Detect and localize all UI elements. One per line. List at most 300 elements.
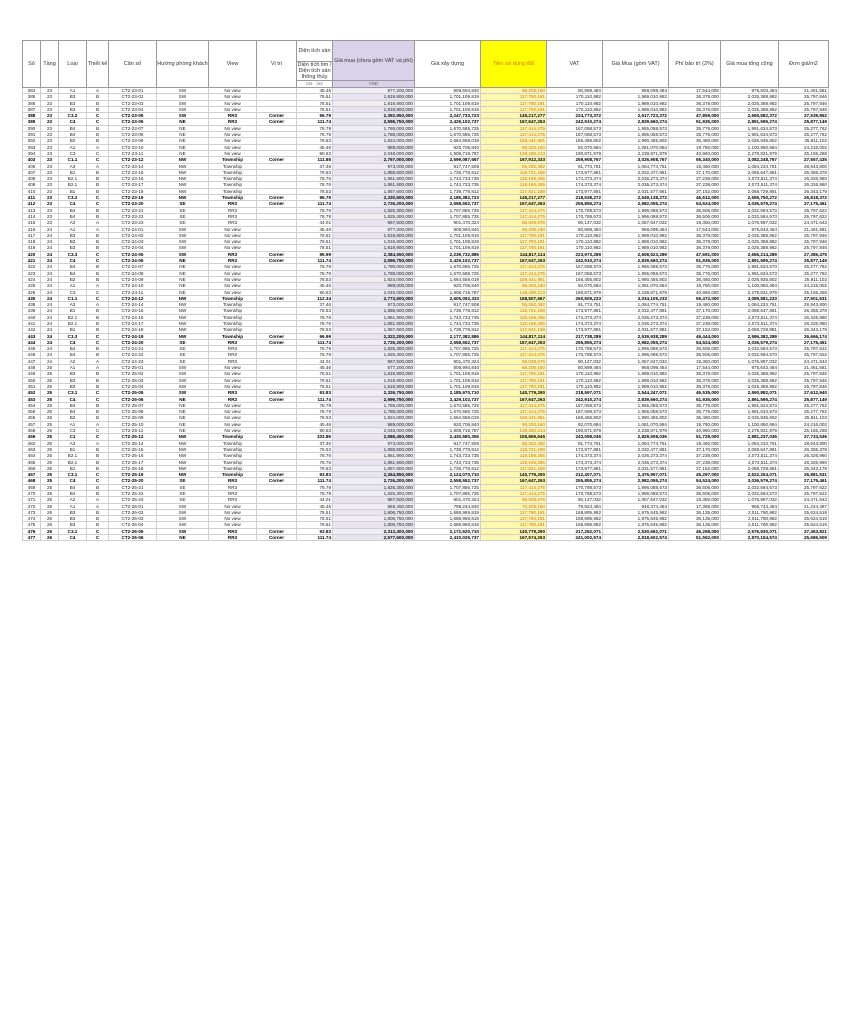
cell-dongia: 27,386,475 <box>779 251 829 257</box>
cell-tongcong: 2,032,594,573 <box>721 484 779 490</box>
cell-giaxaydung: 2,429,102,737 <box>415 396 481 402</box>
cell-so: 419 <box>23 245 41 251</box>
cell-huong: NE <box>157 150 209 156</box>
cell-thietke: A <box>87 220 109 226</box>
cell-huong: NE <box>157 409 209 415</box>
cell-vat: 168,895,982 <box>547 516 603 522</box>
cell-tongcong: 2,026,935,802 <box>721 276 779 282</box>
cell-dongia: 27,557,435 <box>779 157 829 163</box>
cell-view: No view <box>209 283 257 289</box>
cell-canso: CT2-25-23 <box>109 497 157 503</box>
cell-giaxaydung: 1,664,558,019 <box>415 415 481 421</box>
cell-so: 447 <box>23 358 41 364</box>
cell-giamua-vat: 2,818,602,574 <box>603 535 669 541</box>
cell-tang: 25 <box>41 421 59 427</box>
cell-thietke: A <box>87 421 109 427</box>
cell-vitri: Corner <box>257 472 297 478</box>
cell-giamua-vat: 2,036,273,374 <box>603 320 669 326</box>
cell-dongia: 25,797,846 <box>779 371 829 377</box>
cell-dongia: 25,797,622 <box>779 207 829 213</box>
cell-canso: CT2-23-19 <box>109 195 157 201</box>
cell-giamua: 1,806,750,000 <box>333 509 415 515</box>
cell-vat: 190,871,979 <box>547 150 603 156</box>
cell-dientich: 96.79 <box>297 113 333 119</box>
cell-thietke: B <box>87 352 109 358</box>
cell-loai: C3.3 <box>59 251 87 257</box>
cell-canso: CT2-23-03 <box>109 100 157 106</box>
cell-loai: C4 <box>59 478 87 484</box>
cell-view: No view <box>209 239 257 245</box>
cell-giamua-vat: 958,059,484 <box>603 88 669 94</box>
cell-view: RR3 <box>209 207 257 213</box>
cell-so: 454 <box>23 402 41 408</box>
cell-giaxaydung: 2,558,552,737 <box>415 201 481 207</box>
cell-phibaotri: 36,135,000 <box>669 509 721 515</box>
cell-view: Township <box>209 176 257 182</box>
cell-vitri: Corner <box>257 535 297 541</box>
cell-so: 389 <box>23 119 41 125</box>
cell-giaxaydung: 1,739,778,812 <box>415 327 481 333</box>
cell-giaxaydung: 1,701,109,819 <box>415 245 481 251</box>
col-header-tongcong: Giá mua tổng cộng <box>721 41 779 88</box>
cell-phibaotri: 55,340,000 <box>669 157 721 163</box>
cell-tongcong: 2,032,594,573 <box>721 207 779 213</box>
cell-canso: CT2-25-10 <box>109 421 157 427</box>
cell-view: No view <box>209 270 257 276</box>
cell-so: 390 <box>23 125 41 131</box>
cell-phibaotri: 36,506,000 <box>669 346 721 352</box>
cell-thietke: B <box>87 308 109 314</box>
cell-giamua-vat: 2,032,477,881 <box>603 169 669 175</box>
cell-tongcong: 2,279,831,979 <box>721 428 779 434</box>
cell-thietke: B <box>87 138 109 144</box>
cell-dongia: 26,343,179 <box>779 327 829 333</box>
cell-giamua-vat: 1,955,058,573 <box>603 132 669 138</box>
cell-giamua-vat: 1,057,647,032 <box>603 220 669 226</box>
col-header-canso: Căn số <box>109 41 157 88</box>
cell-canso: CT2-23-09 <box>109 138 157 144</box>
cell-vitri: Corner <box>257 251 297 257</box>
cell-tang: 23 <box>41 119 59 125</box>
cell-thietke: C <box>87 333 109 339</box>
cell-tiensudung: 159,441,981 <box>481 415 547 421</box>
cell-tongcong: 2,025,388,982 <box>721 377 779 383</box>
cell-loai: B4 <box>59 402 87 408</box>
cell-giamua: 1,858,500,000 <box>333 308 415 314</box>
cell-loai: B1 <box>59 327 87 333</box>
cell-giamua: 1,861,900,000 <box>333 314 415 320</box>
cell-tiensudung: 117,790,181 <box>481 100 547 106</box>
cell-tiensudung: 140,779,290 <box>481 390 547 396</box>
cell-dientich: 78.79 <box>297 409 333 415</box>
price-table-sheet <box>22 40 828 541</box>
cell-loai: B4 <box>59 125 87 131</box>
cell-giamua: 2,048,000,000 <box>333 150 415 156</box>
cell-so: 448 <box>23 365 41 371</box>
cell-huong: SW <box>157 522 209 528</box>
cell-giamua-vat: 1,996,088,573 <box>603 207 669 213</box>
cell-tang: 24 <box>41 283 59 289</box>
cell-tiensudung: 117,414,275 <box>481 264 547 270</box>
cell-tongcong: 1,084,234,751 <box>721 440 779 446</box>
cell-tang: 25 <box>41 440 59 446</box>
cell-huong: NE <box>157 415 209 421</box>
cell-loai: C3 <box>59 289 87 295</box>
cell-so: 421 <box>23 258 41 264</box>
cell-vat: 242,910,274 <box>547 119 603 125</box>
cell-dongia: 27,175,461 <box>779 201 829 207</box>
cell-tongcong: 1,100,850,684 <box>721 144 779 150</box>
cell-tongcong: 2,026,935,802 <box>721 138 779 144</box>
cell-phibaotri: 37,170,000 <box>669 169 721 175</box>
cell-tiensudung: 139,280,213 <box>481 289 547 295</box>
cell-phibaotri: 17,544,000 <box>669 226 721 232</box>
cell-so: 451 <box>23 383 41 389</box>
cell-canso: CT2-24-23 <box>109 358 157 364</box>
price-table-body <box>23 88 829 541</box>
cell-view: Township <box>209 333 257 339</box>
cell-giamua: 967,500,000 <box>333 358 415 364</box>
cell-tang: 24 <box>41 333 59 339</box>
cell-tongcong: 2,025,388,982 <box>721 232 779 238</box>
cell-view: Township <box>209 188 257 194</box>
cell-tongcong: 2,068,729,881 <box>721 465 779 471</box>
cell-giaxaydung: 920,706,840 <box>415 283 481 289</box>
cell-loai: B2 <box>59 138 87 144</box>
cell-dientich: 37.46 <box>297 163 333 169</box>
cell-huong: SW <box>157 94 209 100</box>
cell-tiensudung: 140,779,290 <box>481 472 547 478</box>
cell-dientich: 78.79 <box>297 270 333 276</box>
cell-dongia: 21,461,581 <box>779 88 829 94</box>
cell-loai: B1 <box>59 169 87 175</box>
cell-giamua: 2,264,850,000 <box>333 472 415 478</box>
cell-tongcong: 2,073,511,374 <box>721 314 779 320</box>
cell-dongia: 25,155,268 <box>779 150 829 156</box>
cell-so: 443 <box>23 333 41 339</box>
cell-giaxaydung: 1,670,585,725 <box>415 264 481 270</box>
cell-dongia: 27,463,821 <box>779 528 829 534</box>
cell-dientich: 45.46 <box>297 421 333 427</box>
cell-tiensudung: 117,821,188 <box>481 465 547 471</box>
cell-view: No view <box>209 402 257 408</box>
cell-giamua: 1,861,900,000 <box>333 182 415 188</box>
cell-huong: SW <box>157 528 209 534</box>
cell-giaxaydung: 1,908,719,787 <box>415 289 481 295</box>
cell-tang: 25 <box>41 409 59 415</box>
cell-vat: 218,597,071 <box>547 390 603 396</box>
cell-giamua-vat: 2,982,055,274 <box>603 478 669 484</box>
cell-dientich: 90.63 <box>297 150 333 156</box>
cell-huong: NW <box>157 157 209 163</box>
cell-tang: 23 <box>41 106 59 112</box>
cell-vat: 170,788,573 <box>547 484 603 490</box>
cell-dongia: 24,216,002 <box>779 144 829 150</box>
cell-giamua-vat: 1,955,058,573 <box>603 402 669 408</box>
cell-giamua-vat: 1,990,455,802 <box>603 276 669 282</box>
cell-giamua: 1,825,300,000 <box>333 352 415 358</box>
cell-vat: 170,110,982 <box>547 94 603 100</box>
cell-phibaotri: 55,472,000 <box>669 295 721 301</box>
cell-thietke: B <box>87 484 109 490</box>
cell-giamua-vat: 1,989,010,982 <box>603 245 669 251</box>
cell-giamua: 2,596,750,000 <box>333 119 415 125</box>
cell-huong: NE <box>157 258 209 264</box>
cell-tang: 23 <box>41 176 59 182</box>
cell-tongcong: 2,576,930,071 <box>721 528 779 534</box>
cell-vat: 174,373,374 <box>547 320 603 326</box>
cell-so: 385 <box>23 94 41 100</box>
cell-dongia: 25,877,149 <box>779 258 829 264</box>
cell-so: 416 <box>23 226 41 232</box>
cell-so: 476 <box>23 528 41 534</box>
cell-tongcong: 2,891,595,274 <box>721 258 779 264</box>
cell-giamua-vat: 1,064,774,751 <box>603 163 669 169</box>
cell-giamua-vat: 2,839,660,274 <box>603 258 669 264</box>
cell-view: No view <box>209 88 257 94</box>
cell-giaxaydung: 1,701,109,819 <box>415 383 481 389</box>
cell-dientich: 78.76 <box>297 453 333 459</box>
cell-dongia: 26,818,372 <box>779 195 829 201</box>
cell-view: Township <box>209 195 257 201</box>
cell-dientich: 111.74 <box>297 339 333 345</box>
cell-giamua: 1,861,900,000 <box>333 320 415 326</box>
cell-dongia: 27,539,852 <box>779 113 829 119</box>
cell-phibaotri: 51,935,000 <box>669 396 721 402</box>
col-header-dientich-san: Diện tích sàn <box>297 41 333 62</box>
cell-dongia: 24,471,643 <box>779 220 829 226</box>
cell-giaxaydung: 1,739,778,812 <box>415 308 481 314</box>
cell-so: 438 <box>23 302 41 308</box>
col-header-dientich-tim: Diện tích tim / Diện tích sàn thông thủy <box>297 62 332 80</box>
cell-giaxaydung: 1,908,719,787 <box>415 428 481 434</box>
cell-giaxaydung: 1,707,885,725 <box>415 491 481 497</box>
cell-so: 410 <box>23 188 41 194</box>
cell-phibaotri: 54,524,000 <box>669 339 721 345</box>
cell-huong: NW <box>157 302 209 308</box>
cell-dientich: 37.46 <box>297 302 333 308</box>
cell-tongcong: 2,891,595,274 <box>721 119 779 125</box>
cell-dientich: 78.51 <box>297 377 333 383</box>
cell-dientich: 103.89 <box>297 434 333 440</box>
cell-giamua-vat: 2,031,577,881 <box>603 327 669 333</box>
cell-thietke: C <box>87 396 109 402</box>
cell-loai: B4 <box>59 264 87 270</box>
cell-vat: 174,373,374 <box>547 459 603 465</box>
cell-so: 455 <box>23 409 41 415</box>
cell-vat: 91,774,751 <box>547 440 603 446</box>
cell-phibaotri: 37,238,000 <box>669 459 721 465</box>
cell-tongcong: 2,881,237,036 <box>721 434 779 440</box>
cell-loai: B2.1 <box>59 176 87 182</box>
cell-dongia: 25,277,762 <box>779 409 829 415</box>
cell-tang: 23 <box>41 195 59 201</box>
cell-giamua-vat: 958,099,484 <box>603 226 669 232</box>
cell-tang: 26 <box>41 528 59 534</box>
cell-tongcong: 2,026,935,802 <box>721 415 779 421</box>
cell-tongcong: 2,665,582,372 <box>721 113 779 119</box>
cell-loai: C4 <box>59 339 87 345</box>
cell-dientich: 78.53 <box>297 276 333 282</box>
cell-thietke: A <box>87 163 109 169</box>
cell-thietke: A <box>87 365 109 371</box>
cell-tongcong: 1,991,634,573 <box>721 270 779 276</box>
cell-giaxaydung: 920,706,840 <box>415 421 481 427</box>
cell-so: 444 <box>23 339 41 345</box>
cell-canso: CT2-25-12 <box>109 434 157 440</box>
cell-loai: B1 <box>59 446 87 452</box>
cell-dientich: 111.85 <box>297 157 333 163</box>
cell-vitri: Corner <box>257 157 297 163</box>
cell-tiensudung: 117,821,188 <box>481 188 547 194</box>
cell-tang: 24 <box>41 327 59 333</box>
cell-huong: NW <box>157 472 209 478</box>
cell-dientich: 111.74 <box>297 535 333 541</box>
cell-loai: C3 <box>59 428 87 434</box>
cell-vitri: Corner <box>257 434 297 440</box>
cell-view: Township <box>209 434 257 440</box>
cell-tang: 24 <box>41 295 59 301</box>
cell-view: Township <box>209 182 257 188</box>
cell-tiensudung: 117,790,181 <box>481 509 547 515</box>
cell-canso: CT2-25-17 <box>109 459 157 465</box>
cell-so: 465 <box>23 459 41 465</box>
cell-tiensudung: 167,647,263 <box>481 119 547 125</box>
cell-phibaotri: 35,776,000 <box>669 402 721 408</box>
cell-dientich: 93.83 <box>297 472 333 478</box>
cell-canso: CT2-23-21 <box>109 207 157 213</box>
cell-tongcong: 2,522,254,071 <box>721 472 779 478</box>
cell-dongia: 25,811,102 <box>779 276 829 282</box>
cell-huong: NW <box>157 459 209 465</box>
cell-dongia: 25,797,622 <box>779 491 829 497</box>
cell-tang: 25 <box>41 478 59 484</box>
cell-tang: 23 <box>41 157 59 163</box>
cell-canso: CT2-25-07 <box>109 402 157 408</box>
cell-tang: 24 <box>41 289 59 295</box>
cell-tiensudung: 117,414,275 <box>481 346 547 352</box>
cell-dongia: 25,277,762 <box>779 264 829 270</box>
cell-dientich: 78.79 <box>297 213 333 219</box>
cell-vat: 241,002,574 <box>547 535 603 541</box>
cell-canso: CT2-24-01 <box>109 226 157 232</box>
cell-vitri: Corner <box>257 333 297 339</box>
cell-dientich: 90.63 <box>297 289 333 295</box>
cell-tongcong: 1,076,997,032 <box>721 358 779 364</box>
cell-tang: 25 <box>41 459 59 465</box>
cell-canso: CT2-23-16 <box>109 176 157 182</box>
cell-giamua-vat: 2,036,273,374 <box>603 453 669 459</box>
cell-tiensudung: 117,790,181 <box>481 383 547 389</box>
cell-phibaotri: 45,297,000 <box>669 472 721 478</box>
cell-giaxaydung: 1,688,959,819 <box>415 509 481 515</box>
cell-so: 424 <box>23 276 41 282</box>
cell-view: Township <box>209 465 257 471</box>
cell-canso: CT2-25-04 <box>109 383 157 389</box>
cell-canso: CT2-25-09 <box>109 415 157 421</box>
cell-thietke: A <box>87 440 109 446</box>
cell-phibaotri: 37,238,000 <box>669 320 721 326</box>
cell-tiensudung: 117,414,275 <box>481 207 547 213</box>
cell-dongia: 25,797,622 <box>779 213 829 219</box>
cell-giamua-vat: 2,539,938,289 <box>603 333 669 339</box>
cell-thietke: B <box>87 383 109 389</box>
cell-giaxaydung: 1,707,885,725 <box>415 213 481 219</box>
cell-so: 464 <box>23 453 41 459</box>
cell-thietke: B <box>87 409 109 415</box>
cell-dongia: 27,501,631 <box>779 295 829 301</box>
unit-m2-a: m2 <box>306 81 313 86</box>
cell-view: No view <box>209 503 257 509</box>
cell-dientich: 45.46 <box>297 365 333 371</box>
cell-so: 457 <box>23 421 41 427</box>
cell-tiensudung: 118,166,265 <box>481 320 547 326</box>
cell-vat: 170,110,982 <box>547 377 603 383</box>
cell-phibaotri: 36,378,000 <box>669 377 721 383</box>
cell-canso: CT2-26-05 <box>109 528 157 534</box>
cell-thietke: B <box>87 125 109 131</box>
cell-tang: 24 <box>41 358 59 364</box>
cell-dongia: 24,216,002 <box>779 283 829 289</box>
cell-thietke: C <box>87 251 109 257</box>
cell-thietke: B <box>87 182 109 188</box>
dientich-tim-label: Diện tích tim <box>297 62 329 68</box>
cell-view: RR3 <box>209 352 257 358</box>
cell-giamua-vat: 2,036,273,374 <box>603 182 669 188</box>
cell-vitri: Corner <box>257 478 297 484</box>
cell-giamua-vat: 2,839,660,274 <box>603 119 669 125</box>
cell-canso: CT2-23-17 <box>109 182 157 188</box>
cell-tiensudung: 117,414,275 <box>481 352 547 358</box>
cell-huong: NW <box>157 453 209 459</box>
cell-tang: 23 <box>41 150 59 156</box>
cell-phibaotri: 36,506,000 <box>669 352 721 358</box>
cell-tongcong: 2,032,594,573 <box>721 352 779 358</box>
cell-tang: 23 <box>41 88 59 94</box>
cell-dongia: 25,797,846 <box>779 377 829 383</box>
cell-vat: 80,899,484 <box>547 365 603 371</box>
cell-dientich: 78.51 <box>297 232 333 238</box>
cell-thietke: C <box>87 258 109 264</box>
cell-phibaotri: 51,935,000 <box>669 258 721 264</box>
cell-canso: CT2-24-12 <box>109 295 157 301</box>
cell-giamua-vat: 948,374,484 <box>603 503 669 509</box>
cell-giamua: 1,825,300,000 <box>333 213 415 219</box>
cell-thietke: B <box>87 402 109 408</box>
cell-vat: 174,373,374 <box>547 182 603 188</box>
cell-dongia: 26,355,378 <box>779 169 829 175</box>
cell-huong: SW <box>157 377 209 383</box>
col-header-tang: Tầng <box>41 41 59 88</box>
cell-loai: B4 <box>59 352 87 358</box>
cell-vat: 170,788,573 <box>547 213 603 219</box>
cell-huong: NE <box>157 144 209 150</box>
cell-view: Township <box>209 459 257 465</box>
cell-phibaotri: 46,612,000 <box>669 195 721 201</box>
cell-tongcong: 2,032,594,573 <box>721 491 779 497</box>
cell-vat: 242,910,274 <box>547 258 603 264</box>
cell-giamua-vat: 1,955,058,573 <box>603 125 669 131</box>
cell-canso: CT2-26-01 <box>109 503 157 509</box>
cell-giaxaydung: 917,747,508 <box>415 440 481 446</box>
cell-huong: SW <box>157 383 209 389</box>
cell-giamua: 2,773,600,000 <box>333 295 415 301</box>
cell-giamua-vat: 1,996,088,573 <box>603 352 669 358</box>
cell-dientich: 78.51 <box>297 522 333 528</box>
cell-giamua-vat: 1,989,010,982 <box>603 239 669 245</box>
cell-dientich: 78.53 <box>297 308 333 314</box>
cell-giaxaydung: 1,664,558,019 <box>415 276 481 282</box>
